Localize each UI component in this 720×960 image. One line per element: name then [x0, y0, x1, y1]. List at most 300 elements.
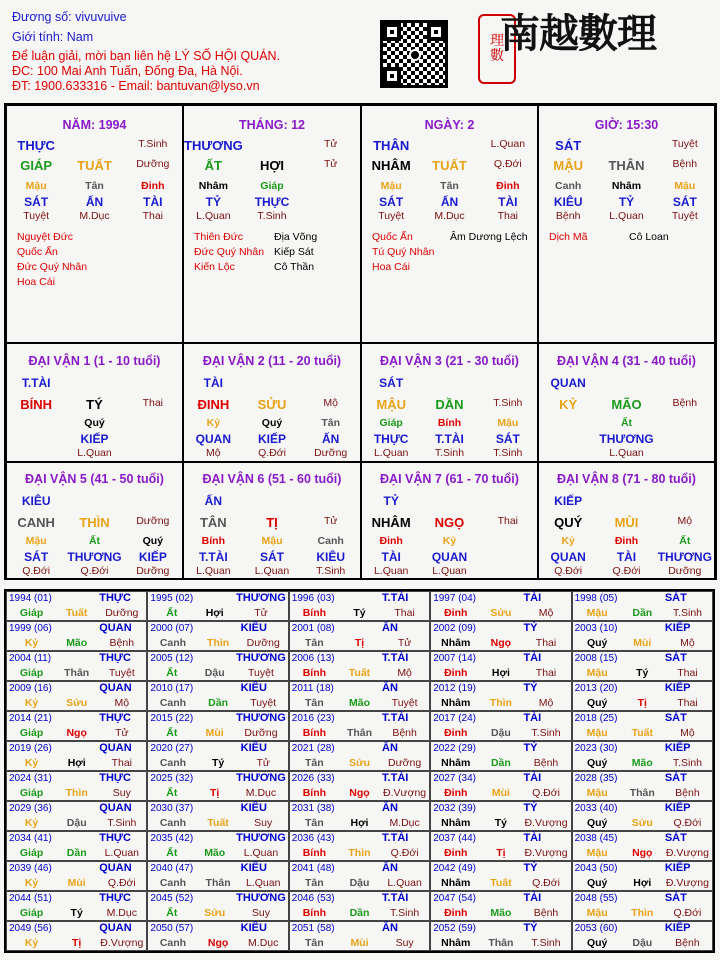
year-cell [147, 771, 288, 801]
year-ts: Mộ [680, 726, 695, 739]
year-label: 2010 (17) [150, 683, 194, 694]
year-can: Tân [305, 756, 324, 769]
row [539, 180, 714, 193]
daivan-chi: NGỌ [434, 515, 465, 530]
year-cell [572, 861, 713, 891]
hidden-stem-2: Q.Đới [80, 565, 109, 577]
year-star: THỰC [99, 712, 131, 725]
pillar-can: GIÁP [20, 158, 53, 173]
year-ts: T.Sinh [672, 606, 702, 619]
year-ts: Thai [535, 636, 557, 649]
row [7, 158, 182, 174]
daivan-title: ĐẠI VẬN 4 (31 - 40 tuổi) [557, 354, 696, 368]
 [301, 494, 360, 508]
 [656, 494, 714, 508]
row [362, 376, 537, 390]
year-label: 2004 (11) [9, 653, 52, 664]
year-can: Đinh [444, 846, 468, 859]
hidden-stem-0: Kỷ [561, 535, 575, 547]
year-chi: Tị [354, 636, 365, 649]
year-cell [6, 651, 147, 681]
year-star: THƯƠNG [236, 892, 286, 905]
 [243, 494, 302, 508]
year-can: Giáp [19, 846, 44, 859]
year-label: 2047 (54) [433, 893, 476, 904]
 [479, 494, 537, 508]
daivan-can: ĐINH [197, 397, 230, 412]
year-chi: Sửu [631, 816, 653, 829]
year-star: TÀI [523, 652, 542, 665]
year-label: 2029 (36) [9, 803, 52, 814]
 [124, 376, 182, 390]
daivan-5 [6, 461, 183, 579]
year-can: Đinh [444, 906, 468, 919]
year-star: TÀI [523, 592, 542, 605]
year-label: 2037 (44) [433, 833, 476, 844]
year-star: KIÊU [240, 742, 267, 755]
year-cell [289, 681, 430, 711]
qr-code-icon[interactable] [380, 20, 448, 88]
row [7, 397, 182, 413]
year-ts: Tử [254, 606, 268, 619]
hidden-stem-1: T.TÀI [435, 432, 464, 446]
 [420, 376, 478, 390]
year-chi: Thân [488, 936, 514, 949]
year-ts: Tử [256, 756, 270, 769]
hidden-stem-1: TÀI [498, 195, 518, 209]
year-cell [147, 801, 288, 831]
year-star: ẤN [382, 922, 398, 935]
hidden-stem-0: Ất [620, 417, 633, 429]
hidden-stem-0 [124, 417, 182, 430]
hidden-stem-2 [656, 447, 714, 460]
year-chi: Thìn [348, 846, 371, 859]
daivan-ts: Thai [497, 515, 519, 527]
year-chi: Sửu [204, 906, 226, 919]
shensha-star: Đức Quý Nhân [194, 246, 265, 258]
year-star: THỰC [99, 892, 131, 905]
pillar-title: NGÀY: 2 [424, 118, 475, 132]
daivan-can: TÂN [199, 515, 227, 530]
hidden-stem-2 [479, 565, 537, 578]
pillar-star: SÁT [555, 138, 582, 153]
year-can: Tân [305, 876, 324, 889]
year-chi: Tý [353, 606, 366, 619]
year-can: Mậu [586, 726, 608, 739]
year-cell [430, 651, 571, 681]
year-can: Canh [159, 756, 187, 769]
year-chi: Dậu [204, 666, 225, 679]
year-cell [430, 681, 571, 711]
year-chi: Dần [490, 756, 511, 769]
year-can: Mậu [586, 846, 608, 859]
row [362, 180, 537, 193]
year-chi: Hợi [633, 876, 652, 889]
year-can: Bính [302, 906, 327, 919]
year-ts: T.Sinh [107, 816, 137, 829]
daivan-8 [538, 461, 715, 579]
row [184, 515, 360, 531]
row [7, 432, 182, 446]
year-cell [430, 801, 571, 831]
hidden-stem-0: Mậu [497, 417, 519, 429]
hidden-stem-2 [124, 447, 182, 460]
year-label: 2028 (35) [574, 773, 618, 784]
year-star: THỰC [99, 592, 131, 605]
daivan-ts: Thai [142, 397, 164, 409]
header [0, 0, 720, 100]
year-label: 1999 (06) [9, 623, 52, 634]
year-can: Tân [305, 636, 324, 649]
row [184, 550, 360, 564]
shensha-star: Quốc Ấn [372, 231, 413, 243]
year-cell [289, 621, 430, 651]
shensha-star: Địa Võng [274, 231, 318, 243]
row [539, 550, 714, 564]
row [362, 535, 537, 548]
pillar-star: THÂN [373, 138, 410, 153]
year-can: Nhâm [441, 636, 471, 649]
year-cell [147, 891, 288, 921]
row [539, 417, 714, 430]
year-star: THỰC [99, 772, 131, 785]
year-chi: Mão [204, 846, 226, 859]
row [362, 138, 537, 154]
year-ts: Bệnh [675, 786, 700, 799]
year-cell [6, 591, 147, 621]
row [539, 515, 714, 531]
row [184, 138, 360, 154]
year-star: TÀI [523, 832, 542, 845]
year-ts: Dưỡng [246, 636, 280, 649]
year-chi: Tuất [207, 816, 229, 829]
year-star: THỰC [99, 652, 131, 665]
year-can: Ất [166, 906, 178, 919]
hidden-stem-2: Q.Đới [612, 565, 641, 577]
daivan-ts: Mộ [323, 397, 338, 409]
hidden-stem-0: Kỷ [206, 417, 221, 429]
year-star: KIẾP [664, 682, 691, 695]
year-star: SÁT [664, 592, 687, 605]
year-label: 2052 (59) [433, 923, 476, 934]
year-can: Đinh [444, 726, 468, 739]
year-star: KIẾP [664, 742, 691, 755]
daivan-star: TÀI [203, 376, 223, 390]
year-cell [430, 771, 571, 801]
hidden-stem-0: Mậu [674, 180, 696, 192]
hidden-stem-0: Bính [201, 535, 225, 547]
year-can: Giáp [19, 666, 44, 679]
year-chi: Dậu [349, 876, 370, 889]
hidden-stem-0: Mậu [380, 180, 402, 192]
pillar-star-ts: Tử [323, 138, 338, 150]
year-can: Quý [586, 876, 608, 889]
year-cell [430, 831, 571, 861]
year-star: T.TÀI [382, 712, 409, 725]
year-label: 2045 (52) [150, 893, 194, 904]
year-chi: Mùi [205, 726, 224, 739]
row [184, 195, 360, 209]
phone-email-line[interactable]: ĐT: 1900.633316 - Email: bantuvan@lyso.vn [12, 79, 260, 93]
year-cell [147, 651, 288, 681]
year-star: T.TÀI [382, 592, 409, 605]
year-star: KIÊU [240, 682, 267, 695]
daivan-chi: MÙI [614, 515, 639, 530]
year-ts: M.Dục [106, 906, 137, 919]
row [184, 417, 360, 430]
year-cell [289, 801, 430, 831]
year-label: 2053 (60) [574, 923, 618, 934]
hidden-stem-1: KIÊU [553, 195, 583, 209]
hidden-stem-1: QUAN [550, 550, 586, 564]
hidden-stem-1: SÁT [379, 195, 404, 209]
row [362, 447, 537, 460]
year-star: SÁT [664, 712, 687, 725]
daivan-2 [183, 343, 361, 463]
year-ts: Thai [394, 606, 415, 619]
year-ts: Dưỡng [244, 726, 278, 739]
year-can: Ất [166, 726, 178, 739]
 [124, 494, 182, 508]
year-star: T.TÀI [382, 892, 409, 905]
year-star: TỶ [523, 742, 538, 755]
daivan-ts: Dưỡng [136, 515, 170, 527]
hidden-stem-2: L.Quan [609, 210, 644, 222]
year-ts: Dưỡng [105, 606, 139, 619]
hidden-stem-1: ẤN [85, 195, 104, 209]
year-can: Quý [586, 936, 608, 949]
hidden-stem-1: ẤN [440, 195, 459, 209]
daivan-star: KIẾP [554, 494, 583, 508]
row [7, 376, 182, 390]
row [362, 210, 537, 223]
year-cell [289, 591, 430, 621]
year-ts: Suy [254, 816, 273, 829]
hidden-stem-2 [539, 447, 597, 460]
year-cell [147, 681, 288, 711]
year-ts: Đ.Vượng [524, 816, 568, 829]
year-can: Canh [159, 876, 187, 889]
row [7, 565, 182, 578]
row [7, 535, 182, 548]
year-star: THƯƠNG [236, 712, 286, 725]
hidden-stem-0: Đinh [496, 180, 520, 192]
year-ts: Q.Đới [390, 846, 419, 859]
hidden-stem-0 [479, 535, 537, 548]
daivan-title: ĐẠI VẬN 8 (71 - 80 tuổi) [557, 472, 696, 486]
year-ts: M.Dục [248, 936, 279, 949]
year-ts: Đ.Vượng [383, 786, 427, 799]
year-can: Kỷ [24, 756, 39, 769]
year-cell [572, 741, 713, 771]
year-label: 2032 (39) [433, 803, 476, 814]
year-label: 2044 (51) [9, 893, 52, 904]
hidden-stem-0: Canh [317, 535, 344, 547]
year-label: 2017 (24) [433, 713, 476, 724]
hidden-stem-2: Tuyệt [378, 210, 405, 222]
daivan-6 [183, 461, 361, 579]
daivan-can: KỶ [559, 397, 578, 412]
row [362, 565, 537, 578]
year-chi: Dần [632, 606, 653, 619]
pillar-ts: Dưỡng [136, 158, 170, 170]
year-can: Ất [166, 846, 178, 859]
row [362, 417, 537, 430]
hidden-stem-1: QUAN [195, 432, 231, 446]
year-star: TỶ [523, 622, 538, 635]
year-label: 2024 (31) [9, 773, 52, 784]
year-chi: Hợi [205, 606, 224, 619]
year-ts: Mộ [114, 696, 130, 709]
year-cell [147, 921, 288, 951]
contact-invite: Để luận giải, mời bạn liên hệ LÝ SỐ HỘI QUÁN. [12, 49, 281, 63]
year-chi: Tuất [65, 606, 88, 619]
year-ts: Dưỡng [388, 756, 422, 769]
shensha-star: Quốc Ấn [17, 246, 58, 258]
row [539, 447, 714, 460]
year-label: 2033 (40) [574, 803, 618, 814]
hidden-stem-2: L.Quan [77, 447, 112, 459]
year-ts: Q.Đới [673, 816, 702, 829]
hidden-stem-2: Tuyệt [671, 210, 698, 222]
year-label: 2025 (32) [150, 773, 194, 784]
year-star: KIẾP [664, 862, 691, 875]
year-cell [430, 591, 571, 621]
year-cell [6, 681, 147, 711]
shensha-star: Nguyệt Đức [17, 231, 74, 243]
year-chi: Dần [208, 696, 228, 709]
year-label: 2001 (08) [291, 623, 335, 634]
hidden-stem-2: T.Sinh [434, 447, 465, 459]
hidden-stem-2: Q.Đới [554, 565, 583, 577]
year-star: QUAN [99, 862, 132, 875]
year-ts: T.Sinh [672, 756, 702, 769]
row [184, 180, 360, 193]
year-label: 2035 (42) [150, 833, 194, 844]
year-cell [147, 711, 288, 741]
year-chi: Tị [72, 936, 82, 949]
pillar-title: NĂM: 1994 [62, 118, 127, 132]
hidden-stem-1 [7, 432, 65, 446]
year-star: KIÊU [240, 922, 267, 935]
year-chi: Mão [348, 696, 370, 709]
daivan-star: T.TÀI [21, 376, 51, 390]
hidden-stem-0: Mậu [25, 535, 47, 547]
daivan-title: ĐẠI VẬN 5 (41 - 50 tuổi) [25, 472, 164, 486]
daivan-star: KIÊU [21, 494, 51, 508]
daivan-title: ĐẠI VẬN 1 (1 - 10 tuổi) [28, 354, 161, 368]
hidden-stem-1: KIẾP [258, 432, 287, 446]
year-cell [572, 651, 713, 681]
pillar-1 [6, 105, 183, 343]
year-chi: Hợi [491, 666, 510, 679]
hidden-stem-1: T.TÀI [199, 550, 228, 564]
year-ts: Mộ [538, 696, 554, 709]
year-label: 1998 (05) [574, 593, 618, 604]
year-chi: Sửu [66, 696, 88, 709]
daivan-star: QUAN [550, 376, 586, 390]
year-ts: L.Quan [387, 876, 422, 889]
year-can: Quý [586, 696, 608, 709]
year-ts: Tuyệt [250, 696, 277, 709]
hidden-stem-2: L.Quan [609, 447, 644, 459]
row [539, 494, 714, 508]
year-star: ẤN [382, 802, 398, 815]
year-can: Đinh [444, 606, 468, 619]
year-label: 2036 (43) [291, 833, 335, 844]
year-can: Nhâm [441, 876, 471, 889]
row [184, 494, 360, 508]
hidden-stem-1: KIẾP [80, 432, 109, 446]
row [7, 210, 182, 223]
year-can: Kỷ [24, 876, 39, 889]
row [184, 376, 360, 390]
year-can: Bính [302, 846, 327, 859]
row [539, 397, 714, 413]
year-label: 2027 (34) [433, 773, 476, 784]
year-cell [6, 741, 147, 771]
row [362, 397, 537, 413]
row [539, 535, 714, 548]
row [184, 158, 360, 174]
year-star: TÀI [523, 892, 542, 905]
row [362, 550, 537, 564]
year-chi: Dậu [66, 816, 87, 829]
daivan-4 [538, 343, 715, 463]
row [539, 138, 714, 154]
year-ts: M.Dục [245, 786, 277, 799]
row [362, 432, 537, 446]
year-can: Nhâm [441, 816, 471, 829]
year-star: KIÊU [240, 802, 267, 815]
year-star: QUAN [99, 682, 132, 695]
year-star: QUAN [99, 742, 132, 755]
year-can: Giáp [19, 606, 44, 619]
row [7, 550, 182, 564]
year-chi: Thìn [489, 696, 512, 709]
daivan-1 [6, 343, 183, 463]
year-chi: Mão [66, 636, 88, 649]
shensha-star: Dịch Mã [549, 231, 588, 243]
year-ts: Đ.Vượng [665, 846, 709, 859]
row [362, 158, 537, 174]
year-label: 2006 (13) [291, 653, 335, 664]
hidden-stem-1 [539, 432, 597, 446]
year-label: 2051 (58) [291, 923, 335, 934]
year-can: Mậu [586, 786, 608, 799]
year-cell [6, 891, 147, 921]
year-can: Ất [166, 666, 178, 679]
hidden-stem-1 [656, 432, 714, 446]
hidden-stem-2: Bệnh [555, 210, 581, 222]
daivan-can: CANH [17, 515, 55, 530]
year-label: 2002 (09) [433, 623, 476, 634]
year-ts: L.Quan [104, 846, 140, 859]
hidden-stem-2: T.Sinh [316, 565, 346, 577]
year-can: Kỷ [24, 816, 39, 829]
year-cell [289, 891, 430, 921]
year-chi: Tuất [348, 666, 371, 679]
year-cell [289, 831, 430, 861]
year-star: SÁT [664, 892, 687, 905]
daivan-star: SÁT [379, 376, 404, 390]
pillar-title: THÁNG: 12 [239, 118, 305, 132]
year-cell [430, 861, 571, 891]
row [184, 535, 360, 548]
brand-logo: 南越數理 [500, 10, 656, 57]
year-ts: Q.Đới [107, 876, 136, 889]
year-ts: Thai [677, 696, 698, 709]
